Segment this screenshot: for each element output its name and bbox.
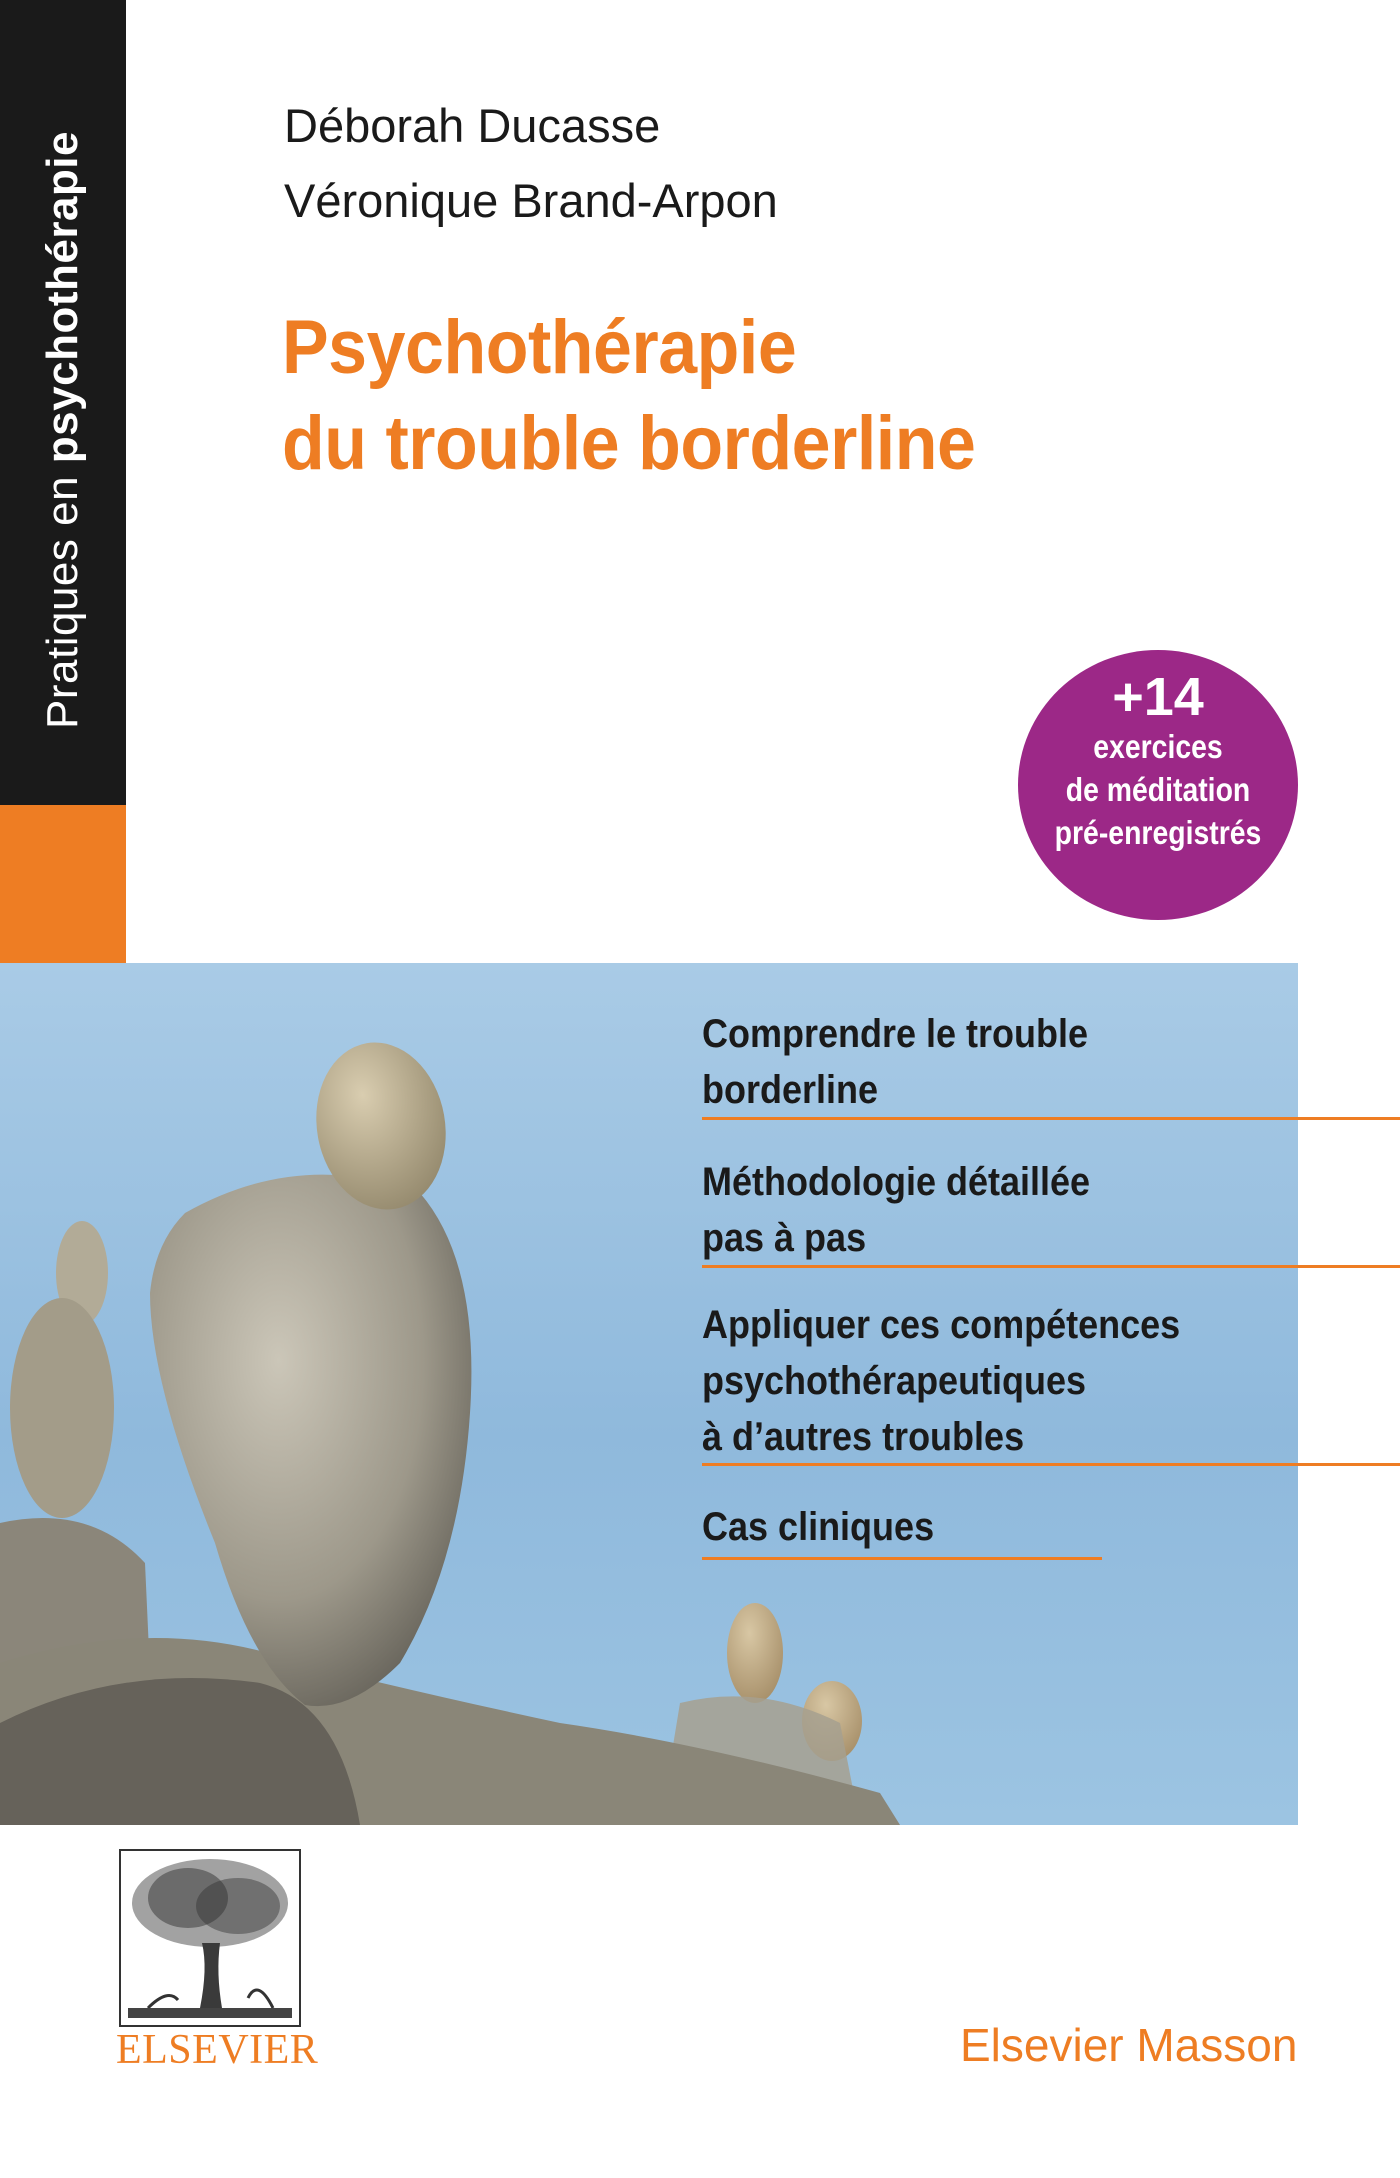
feature-divider-4 bbox=[702, 1557, 1102, 1560]
badge-line-2: de méditation bbox=[1065, 771, 1251, 808]
feature-2 bbox=[702, 1154, 1090, 1266]
feature-3-line-1: Appliquer ces compétences bbox=[702, 1303, 1181, 1347]
series-label bbox=[38, 131, 88, 729]
feature-2-line-1: Méthodologie détaillée bbox=[702, 1160, 1091, 1204]
feature-2-line-2: pas à pas bbox=[702, 1216, 867, 1260]
feature-3-line-2: psychothérapeutiques bbox=[702, 1359, 1087, 1403]
feature-divider-2 bbox=[702, 1265, 1400, 1268]
book-title-line-2: du trouble borderline bbox=[282, 401, 976, 486]
series-label-prefix: Pratiques en bbox=[38, 463, 87, 729]
feature-1 bbox=[702, 1006, 1088, 1118]
series-label-emphasis: psychothérapie bbox=[38, 131, 87, 464]
author-2: Véronique Brand-Arpon bbox=[284, 174, 778, 227]
feature-3-line-3: à d’autres troubles bbox=[702, 1415, 1025, 1459]
meditation-exercises-badge bbox=[1018, 650, 1298, 920]
book-title-line-1: Psychothérapie bbox=[282, 305, 797, 390]
badge-line-3: pré-enregistrés bbox=[1054, 814, 1262, 851]
author-1: Déborah Ducasse bbox=[284, 99, 661, 152]
feature-divider-1 bbox=[702, 1117, 1400, 1120]
imprint-name: Elsevier Masson bbox=[960, 2019, 1298, 2071]
feature-divider-3 bbox=[702, 1463, 1400, 1466]
elsevier-wordmark: ELSEVIER bbox=[116, 2027, 319, 2073]
badge-line-1: exercices bbox=[1093, 728, 1223, 765]
feature-4 bbox=[702, 1499, 934, 1555]
feature-3 bbox=[702, 1297, 1180, 1465]
badge-number: +14 bbox=[1112, 667, 1204, 727]
feature-4-line-1: Cas cliniques bbox=[702, 1505, 935, 1549]
spine-accent-block bbox=[0, 805, 126, 963]
feature-1-line-1: Comprendre le trouble bbox=[702, 1012, 1089, 1056]
feature-1-line-2: borderline bbox=[702, 1068, 879, 1112]
